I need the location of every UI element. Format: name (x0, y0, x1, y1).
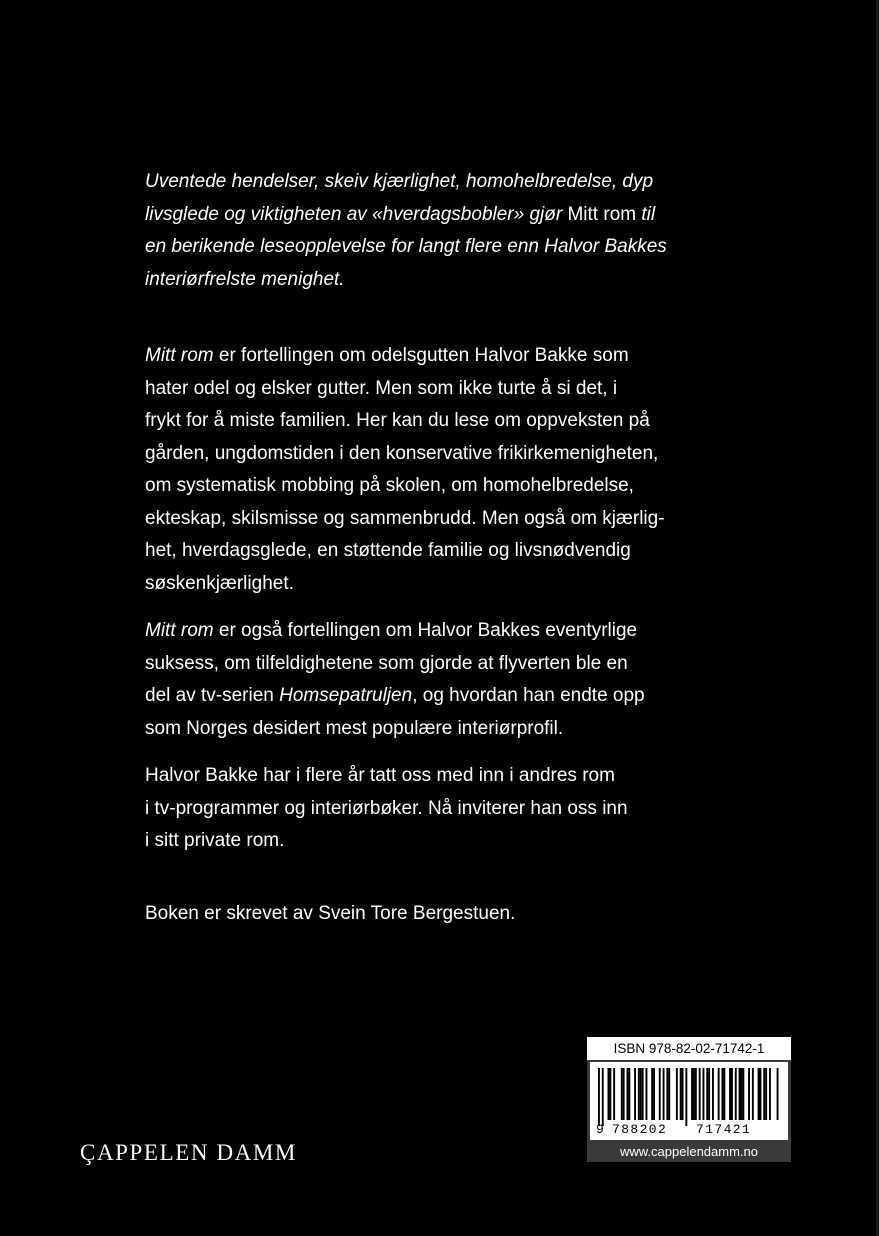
barcode-bar (769, 1068, 771, 1120)
blurb-line: en berikende leseopplevelse for langt flere enn Halvor Bakkes (145, 236, 667, 257)
barcode-bars (598, 1068, 780, 1126)
paragraph-text: er også fortellingen om Halvor Bakkes eventyrlige (213, 620, 638, 641)
blurb-line: Uventede hendelser, skeiv kjærlighet, homohelbredelse, dyp (145, 171, 654, 192)
barcode-bar (695, 1068, 697, 1120)
barcode-digits (596, 1122, 782, 1140)
paragraph-text: , og hvordan han endte opp (412, 685, 645, 706)
paragraph-text: gården, ungdomstiden i den konservative frikirkemenigheten, (145, 442, 659, 464)
paragraph-text: Halvor Bakke har i flere år tatt oss med inn i andres rom (145, 765, 615, 786)
paragraph-text: som Norges desidert mest populære interiørprofil. (145, 717, 564, 739)
barcode-bar (706, 1068, 708, 1120)
barcode-bar (777, 1068, 779, 1120)
barcode-bar (752, 1068, 754, 1120)
barcode-bar (653, 1068, 655, 1120)
book-title-inline: Mitt rom (567, 203, 637, 225)
barcode-bar (691, 1068, 693, 1120)
barcode-bar (731, 1068, 733, 1120)
barcode-bar (668, 1068, 670, 1120)
barcode-lead-digit: 9 (596, 1122, 604, 1137)
barcode-bar (765, 1068, 767, 1120)
book-title-inline: Mitt rom (145, 345, 214, 366)
barcode-bar (680, 1068, 682, 1120)
paragraph-text: frykt for å miste familien. Her kan du lese om oppveksten på (145, 410, 650, 431)
paragraph-text: i sitt private rom. (145, 830, 285, 851)
barcode-group-left: 788202 (612, 1122, 668, 1137)
paragraph-success (145, 615, 745, 745)
paragraph-text: søskenkjærlighet. (145, 572, 294, 594)
blurb-line (145, 199, 745, 232)
barcode-bar (676, 1068, 678, 1120)
barcode-bar (758, 1068, 760, 1120)
barcode-bar (609, 1068, 611, 1120)
paragraph-author (145, 898, 745, 931)
barcode-bar (708, 1068, 710, 1120)
barcode-bar (608, 1068, 610, 1120)
barcode-bar (659, 1068, 661, 1120)
barcode-bar (628, 1068, 630, 1120)
barcode-bar (642, 1068, 644, 1120)
author-credit: Boken er skrevet av Svein Tore Bergestuen. (145, 902, 516, 924)
publisher-website: www.cappelendamm.no (619, 1144, 759, 1159)
barcode-bar (703, 1068, 705, 1120)
barcode-bar (682, 1068, 684, 1120)
tv-series-title: Homsepatruljen (279, 685, 413, 706)
paragraph-text: i tv-programmer og interiørbøker. Nå inviterer han oss inn (145, 797, 628, 819)
barcode-bar (729, 1068, 731, 1120)
barcode-bar (666, 1068, 668, 1120)
paragraph-text: hater odel og elsker gutter. Men som ikke turte å si det, i (145, 377, 618, 399)
barcode-bar (748, 1068, 750, 1120)
barcode-bar (742, 1068, 744, 1120)
paragraph-text: suksess, om tilfeldighetene som gjorde at flyverten ble en (145, 652, 628, 674)
barcode-bar (602, 1068, 604, 1126)
paragraph-text: del av tv-serien (145, 685, 280, 706)
barcode-bar (651, 1068, 653, 1120)
barcode-background (590, 1062, 788, 1140)
barcode-bar (722, 1068, 724, 1120)
barcode-bar (598, 1068, 600, 1126)
barcode-block (587, 1037, 791, 1162)
paragraph-private-room (145, 760, 745, 858)
blurb-text: livsglede og viktigheten av «hverdagsbobler» gjør (145, 203, 568, 225)
barcode-bar (723, 1068, 725, 1120)
barcode-group-right: 717421 (696, 1122, 752, 1137)
barcode-bar (760, 1068, 762, 1120)
barcode-bar (735, 1068, 737, 1120)
blurb-text: til (636, 203, 656, 225)
barcode-bar (640, 1068, 642, 1120)
barcode-bar (623, 1068, 625, 1120)
publisher-logo: ÇAPPELEN DAMM (80, 1140, 297, 1165)
paragraph-text: ekteskap, skilsmisse og sammenbrudd. Men også om kjærlig- (145, 507, 665, 529)
blurb-quote (145, 166, 745, 296)
barcode-bar (693, 1068, 695, 1120)
paragraph-text: er fortellingen om odelsgutten Halvor Bakke som (213, 345, 629, 366)
barcode-bar (699, 1068, 701, 1120)
barcode-bar (712, 1068, 714, 1120)
barcode-bar (685, 1068, 687, 1126)
paragraph-text: om systematisk mobbing på skolen, om homohelbredelse, (145, 475, 634, 496)
barcode-bar (739, 1068, 741, 1120)
barcode-bar (613, 1068, 615, 1120)
blurb-line: interiørfrelste menighet. (145, 268, 345, 290)
barcode-bar (741, 1068, 743, 1120)
barcode-bar (621, 1068, 623, 1120)
barcode-bar (634, 1068, 636, 1120)
barcode-bar (638, 1068, 640, 1120)
paragraph-intro (145, 340, 745, 600)
barcode-bar (663, 1068, 665, 1120)
barcode-bar (763, 1068, 765, 1120)
isbn-label: ISBN 978-82-02-71742-1 (587, 1037, 791, 1060)
barcode-bar (718, 1068, 720, 1120)
description-body (145, 340, 745, 945)
book-title-inline: Mitt rom (145, 620, 214, 641)
paragraph-text: het, hverdagsglede, en støttende familie og livsnødvendig (145, 540, 631, 561)
barcode-bar (646, 1068, 648, 1120)
barcode-bar (627, 1068, 629, 1120)
